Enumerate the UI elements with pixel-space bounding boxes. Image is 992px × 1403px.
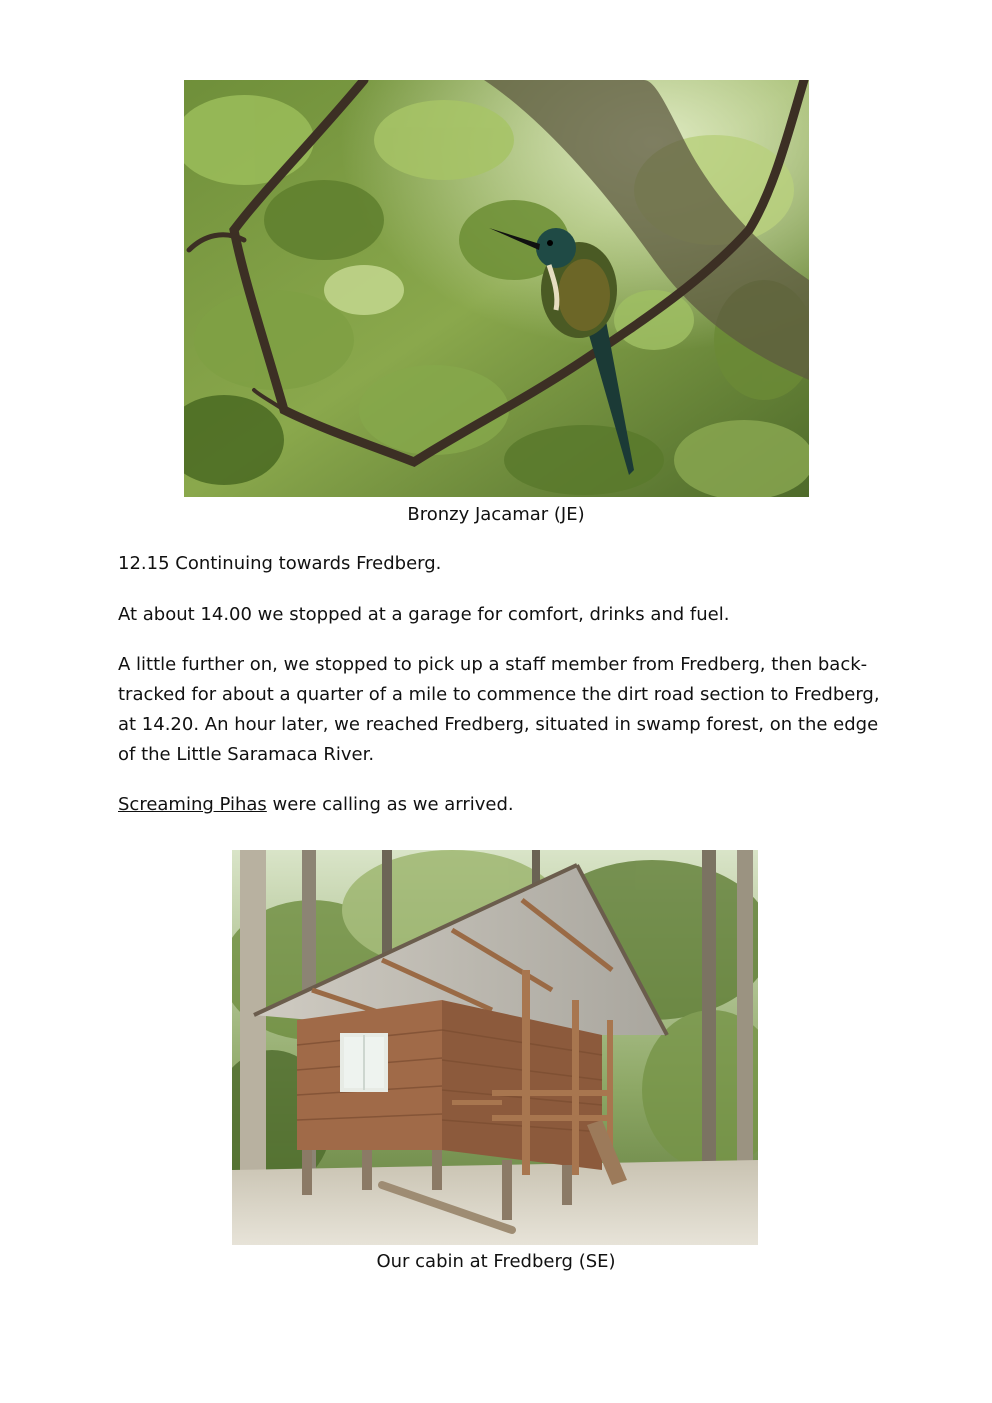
paragraph-screaming-pihas: [118, 790, 883, 820]
paragraph-continuing: 12.15 Continuing towards Fredberg.: [118, 553, 442, 574]
cabin-caption: Our cabin at Fredberg (SE): [376, 1251, 616, 1272]
paragraph-garage-stop: At about 14.00 we stopped at a garage for comfort, drinks and fuel.: [118, 604, 730, 625]
bronzy-jacamar-caption: Bronzy Jacamar (JE): [407, 504, 585, 525]
cabin-photo: [232, 850, 758, 1245]
screaming-pihas-rest: were calling as we arrived.: [266, 794, 514, 815]
bronzy-jacamar-photo: [184, 80, 809, 497]
paragraph-arrival-fredberg: A little further on, we stopped to pick up a staff member from Fredberg, then back-tracked for about a quarter of a mile to commence the dirt road section to Fredberg, at 14.20. An hour later, we reached Fredberg, situated in swamp forest, on the edge of the Little Saramaca River.: [118, 654, 880, 765]
screaming-pihas-link[interactable]: Screaming Pihas: [118, 794, 267, 815]
